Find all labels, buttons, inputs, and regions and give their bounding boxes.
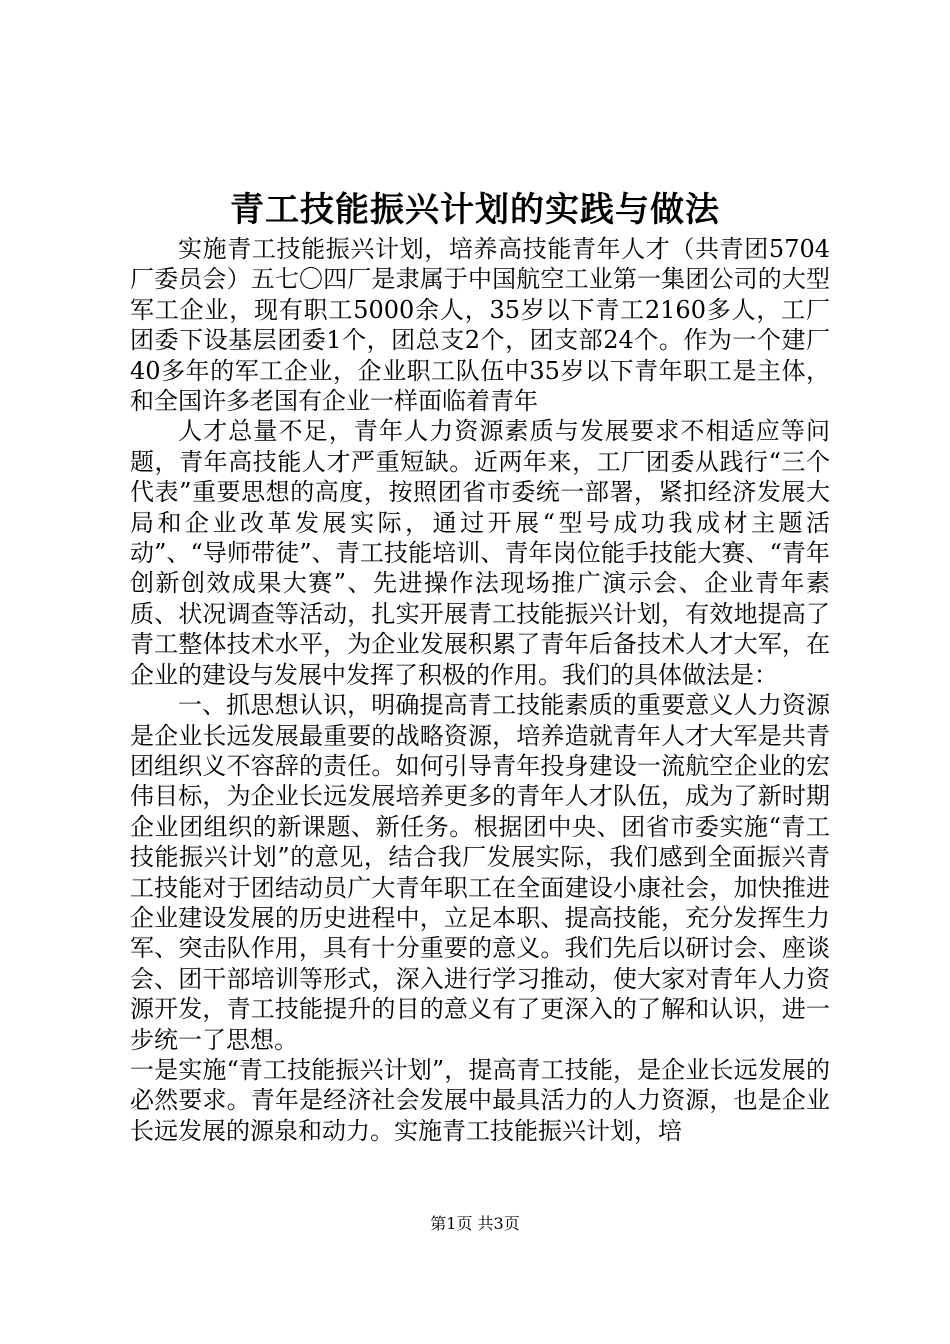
- paragraph-point-one: 一是实施“青工技能振兴计划”，提高青工技能，是企业长远发展的必然要求。青年是经济社会发展中最具活力的人力资源，也是企业长远发展的源泉和动力。实施青工技能振兴计划，培: [130, 1055, 830, 1145]
- paragraph-intro: 实施青工技能振兴计划，培养高技能青年人才（共青团5704厂委员会）五七〇四厂是隶属于中国航空工业第一集团公司的大型军工企业，现有职工5000余人，35岁以下青工2160多人，工厂团委下设基层团委1个，团总支2个，团支部24个。作为一个建厂40多年的军工企业，企业职工队伍中35岁以下青年职工是主体，和全国许多老国有企业一样面临着青年: [130, 235, 830, 416]
- paragraph-section-one: 一、抓思想认识，明确提高青工技能素质的重要意义人力资源是企业长远发展最重要的战略资源，培养造就青年人才大军是共青团组织义不容辞的责任。如何引导青年投身建设一流航空企业的宏伟目标，为企业长远发展培养更多的青年人才队伍，成为了新时期企业团组织的新课题、新任务。根据团中央、团省市委实施“青工技能振兴计划”的意见，结合我厂发展实际，我们感到全面振兴青工技能对于团结动员广大青年职工在全面建设小康社会，加快推进企业建设发展的历史进程中，立足本职、提高技能，充分发挥生力军、突击队作用，具有十分重要的意义。我们先后以研讨会、座谈会、团干部培训等形式，深入进行学习推动，使大家对青年人力资源开发，青工技能提升的目的意义有了更深入的了解和认识，进一步统一了思想。: [130, 691, 830, 1054]
- document-title: 青工技能振兴计划的实践与做法: [230, 190, 720, 230]
- page-footer: 第1页 共3页: [430, 1214, 520, 1233]
- document-body: [130, 234, 830, 1146]
- paragraph-background: 人才总量不足，青年人力资源素质与发展要求不相适应等问题，青年高技能人才严重短缺。近两年来，工厂团委从践行“三个代表”重要思想的高度，按照团省市委统一部署，紧扣经济发展大局和企业改革发展实际，通过开展“型号成功我成材主题活动”、“导师带徒”、青工技能培训、青年岗位能手技能大赛、“青年创新创效成果大赛”、先进操作法现场推广演示会、企业青年素质、状况调查等活动，扎实开展青工技能振兴计划，有效地提高了青工整体技术水平，为企业发展积累了青年后备技术人才大军，在企业的建设与发展中发挥了积极的作用。我们的具体做法是：: [130, 417, 830, 689]
